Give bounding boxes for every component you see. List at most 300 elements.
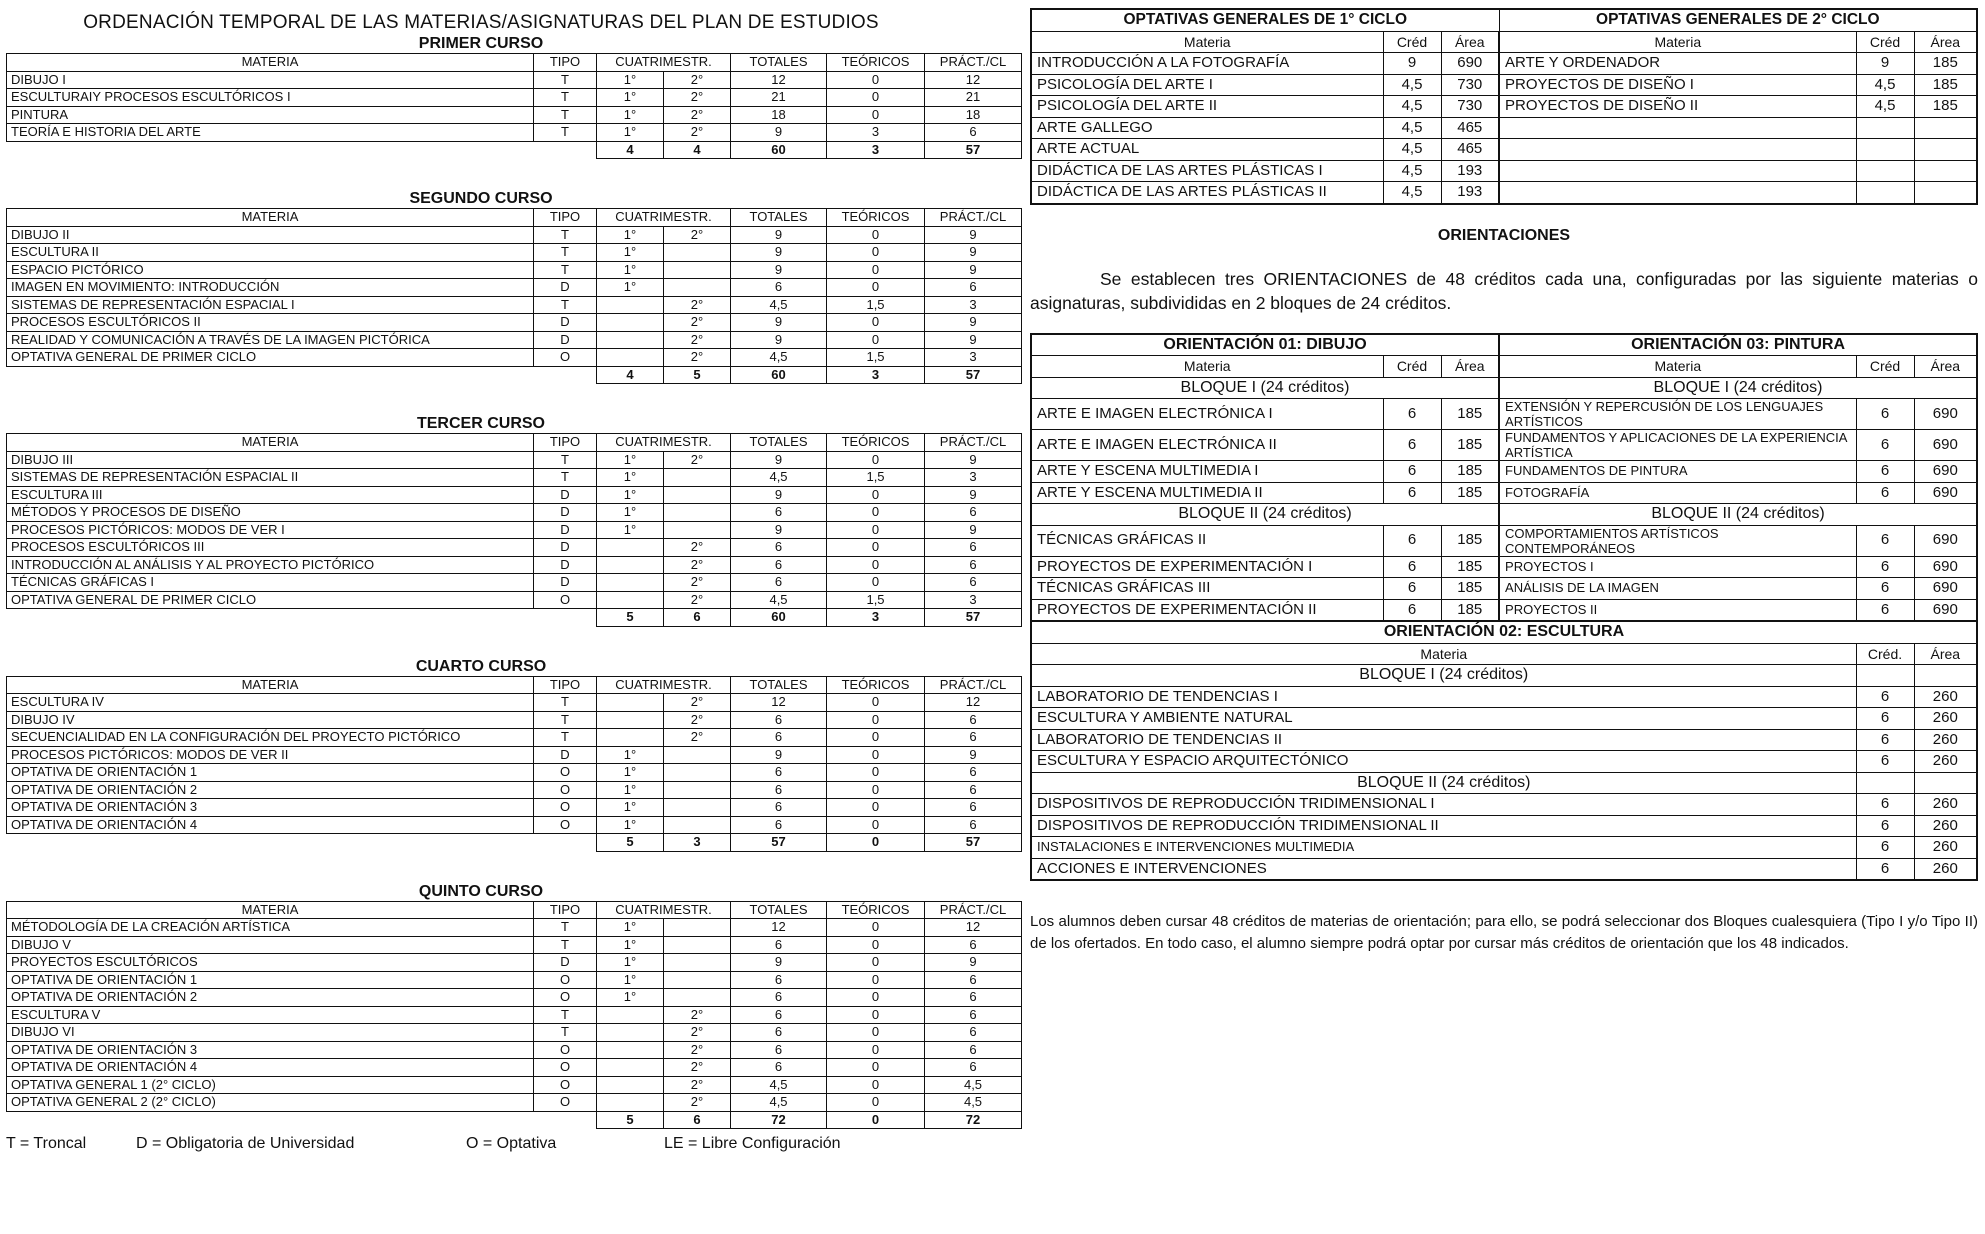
cell: 1° <box>597 781 664 799</box>
cell: T <box>534 469 597 487</box>
total-cell: 0 <box>827 1111 925 1129</box>
total-cell: 3 <box>664 834 731 852</box>
cell: 2° <box>664 574 731 592</box>
cell: 4,5 <box>731 349 827 367</box>
cell: 0 <box>827 746 925 764</box>
cell <box>597 539 664 557</box>
cell: REALIDAD Y COMUNICACIÓN A TRAVÉS DE LA IMAGEN PICTÓRICA <box>7 331 534 349</box>
cell: T <box>534 124 597 142</box>
cred-cell <box>1856 160 1914 182</box>
materia-cell <box>1499 139 1856 161</box>
cell: 4,5 <box>731 1094 827 1112</box>
cred-cell: 6 <box>1856 461 1914 483</box>
plan-estudios-right-column <box>1030 8 1978 955</box>
cell: T <box>534 711 597 729</box>
cred-cell: 6 <box>1856 399 1914 430</box>
area-cell: 260 <box>1914 815 1977 837</box>
cell: 3 <box>925 349 1022 367</box>
cell <box>597 1059 664 1077</box>
cell <box>664 244 731 262</box>
cred-cell: 6 <box>1856 751 1914 773</box>
cell: 0 <box>827 799 925 817</box>
cell: OPTATIVA GENERAL 2 (2° CICLO) <box>7 1094 534 1112</box>
cell: 2° <box>664 71 731 89</box>
cell <box>597 729 664 747</box>
total-cell: 60 <box>731 366 827 384</box>
cell: DIBUJO IV <box>7 711 534 729</box>
cell: 9 <box>925 451 1022 469</box>
cell: 4,5 <box>925 1076 1022 1094</box>
col-tipo: TIPO <box>534 209 597 227</box>
cell: 1° <box>597 971 664 989</box>
col-practicas: PRÁCT./CL <box>925 209 1022 227</box>
total-cell: 5 <box>597 609 664 627</box>
cell: ESCULTURA V <box>7 1006 534 1024</box>
cell: 6 <box>731 1041 827 1059</box>
cell: 6 <box>731 781 827 799</box>
cell: 1° <box>597 124 664 142</box>
course-table-header <box>7 54 1022 72</box>
col-cred: Créd <box>1856 31 1914 53</box>
blank-cell <box>534 834 597 852</box>
cell: 9 <box>925 331 1022 349</box>
materia-cell: FUNDAMENTOS DE PINTURA <box>1499 461 1856 483</box>
area-cell: 193 <box>1441 160 1499 182</box>
table-row <box>7 989 1022 1007</box>
cell: OPTATIVA DE ORIENTACIÓN 4 <box>7 1059 534 1077</box>
cell: IMAGEN EN MOVIMIENTO: INTRODUCCIÓN <box>7 279 534 297</box>
cell <box>664 936 731 954</box>
cell: 1° <box>597 764 664 782</box>
cell: 9 <box>925 244 1022 262</box>
cell: T <box>534 106 597 124</box>
materia-cell: PROYECTOS DE DISEÑO I <box>1499 74 1856 96</box>
materia-cell: ARTE Y ESCENA MULTIMEDIA II <box>1031 482 1383 504</box>
table-row <box>1031 160 1977 182</box>
table-row <box>1031 356 1977 378</box>
col-materia: Materia <box>1031 31 1383 53</box>
cell <box>664 919 731 937</box>
orientacion-03-header: ORIENTACIÓN 03: PINTURA <box>1499 334 1977 356</box>
total-cell: 57 <box>925 366 1022 384</box>
cell: SECUENCIALIDAD EN LA CONFIGURACIÓN DEL PROYECTO PICTÓRICO <box>7 729 534 747</box>
cell: 1,5 <box>827 591 925 609</box>
cell: 0 <box>827 89 925 107</box>
bloque-header: BLOQUE II (24 créditos) <box>1031 504 1499 526</box>
cell: 6 <box>925 816 1022 834</box>
cred-cell: 6 <box>1383 556 1441 578</box>
totals-row <box>7 366 1022 384</box>
cell: 18 <box>925 106 1022 124</box>
table-row <box>7 521 1022 539</box>
table-row <box>1031 858 1977 880</box>
table-row <box>1031 482 1977 504</box>
bloque-header: BLOQUE I (24 créditos) <box>1031 665 1856 687</box>
cell: 9 <box>731 226 827 244</box>
materia-cell: LABORATORIO DE TENDENCIAS II <box>1031 729 1856 751</box>
col-totales: TOTALES <box>731 434 827 452</box>
course-title: TERCER CURSO <box>416 415 545 432</box>
bloque-header: BLOQUE I (24 créditos) <box>1499 377 1977 399</box>
cell: 4,5 <box>731 591 827 609</box>
table-row <box>7 574 1022 592</box>
cell: OPTATIVA GENERAL DE PRIMER CICLO <box>7 591 534 609</box>
cell <box>664 799 731 817</box>
area-cell: 185 <box>1914 74 1977 96</box>
table-row <box>1031 430 1977 461</box>
cred-cell: 4,5 <box>1383 160 1441 182</box>
cell: SISTEMAS DE REPRESENTACIÓN ESPACIAL I <box>7 296 534 314</box>
cell: 2° <box>664 591 731 609</box>
col-materia: MATERIA <box>7 901 534 919</box>
cred-cell: 6 <box>1856 556 1914 578</box>
cell: 6 <box>925 936 1022 954</box>
cell: O <box>534 764 597 782</box>
cell: 6 <box>925 729 1022 747</box>
col-materia: Materia <box>1031 356 1383 378</box>
total-cell: 57 <box>925 834 1022 852</box>
cell <box>597 296 664 314</box>
total-cell: 3 <box>827 141 925 159</box>
cell: 6 <box>925 781 1022 799</box>
materia-cell: DIDÁCTICA DE LAS ARTES PLÁSTICAS II <box>1031 182 1383 204</box>
cred-cell: 4,5 <box>1383 117 1441 139</box>
materia-cell: PROYECTOS II <box>1499 599 1856 621</box>
materia-cell: PSICOLOGÍA DEL ARTE II <box>1031 96 1383 118</box>
table-row <box>1031 53 1977 75</box>
cell <box>597 1076 664 1094</box>
cell: 0 <box>827 539 925 557</box>
cell: 0 <box>827 279 925 297</box>
table-row <box>7 279 1022 297</box>
col-area: Área <box>1914 356 1977 378</box>
materia-cell: PROYECTOS DE EXPERIMENTACIÓN I <box>1031 556 1383 578</box>
area-cell: 260 <box>1914 751 1977 773</box>
cell <box>664 816 731 834</box>
materia-cell: TÉCNICAS GRÁFICAS II <box>1031 525 1383 556</box>
table-row <box>7 1041 1022 1059</box>
table-row <box>1031 686 1977 708</box>
table-row <box>1031 182 1977 204</box>
cred-cell: 6 <box>1856 686 1914 708</box>
cell: 6 <box>925 1041 1022 1059</box>
table-row <box>7 71 1022 89</box>
col-cred: Créd. <box>1856 643 1914 665</box>
table-row <box>1031 665 1977 687</box>
total-cell: 4 <box>597 141 664 159</box>
table-row <box>7 539 1022 557</box>
cell: 9 <box>731 331 827 349</box>
cell: 1° <box>597 89 664 107</box>
col-cuatrimestre: CUATRIMESTR. <box>597 901 731 919</box>
cell: OPTATIVA DE ORIENTACIÓN 2 <box>7 781 534 799</box>
cell: 0 <box>827 1006 925 1024</box>
col-teoricos: TEÓRICOS <box>827 901 925 919</box>
table-row <box>1031 504 1977 526</box>
cell: O <box>534 989 597 1007</box>
cell: 9 <box>731 124 827 142</box>
cell: 2° <box>664 331 731 349</box>
total-cell: 60 <box>731 609 827 627</box>
table-row <box>7 331 1022 349</box>
cell: D <box>534 539 597 557</box>
col-cred: Créd <box>1383 31 1441 53</box>
materia-cell <box>1499 182 1856 204</box>
col-materia: MATERIA <box>7 54 534 72</box>
total-cell: 4 <box>597 366 664 384</box>
cell <box>664 486 731 504</box>
table-row <box>7 124 1022 142</box>
course-gap <box>6 627 956 657</box>
cell: 6 <box>925 1024 1022 1042</box>
cell: 0 <box>827 781 925 799</box>
cell: DIBUJO VI <box>7 1024 534 1042</box>
course-table <box>6 901 1022 1130</box>
cell: 0 <box>827 331 925 349</box>
col-teoricos: TEÓRICOS <box>827 54 925 72</box>
table-row <box>7 694 1022 712</box>
col-teoricos: TEÓRICOS <box>827 209 925 227</box>
totals-row <box>7 834 1022 852</box>
col-totales: TOTALES <box>731 676 827 694</box>
col-area: Área <box>1914 643 1977 665</box>
cell: D <box>534 746 597 764</box>
cell: D <box>534 954 597 972</box>
cell: 6 <box>731 574 827 592</box>
cell: DIBUJO I <box>7 71 534 89</box>
cell: 12 <box>925 694 1022 712</box>
cell: 1° <box>597 919 664 937</box>
cell: 6 <box>731 971 827 989</box>
cell: 0 <box>827 261 925 279</box>
cell: 2° <box>664 1041 731 1059</box>
cell: 0 <box>827 106 925 124</box>
cred-cell: 6 <box>1856 708 1914 730</box>
bloque-header: BLOQUE II (24 créditos) <box>1031 772 1856 794</box>
blank-cell <box>1856 772 1914 794</box>
total-cell: 5 <box>597 834 664 852</box>
cell: D <box>534 504 597 522</box>
cell: 9 <box>925 226 1022 244</box>
cell <box>597 556 664 574</box>
cell: 9 <box>731 954 827 972</box>
materia-cell: ARTE GALLEGO <box>1031 117 1383 139</box>
cell: SISTEMAS DE REPRESENTACIÓN ESPACIAL II <box>7 469 534 487</box>
cell: 0 <box>827 971 925 989</box>
cell: 0 <box>827 919 925 937</box>
cell: O <box>534 349 597 367</box>
cell: 18 <box>731 106 827 124</box>
table-row <box>7 919 1022 937</box>
area-cell <box>1914 160 1977 182</box>
total-cell: 72 <box>731 1111 827 1129</box>
cell <box>664 261 731 279</box>
cell: 2° <box>664 1024 731 1042</box>
area-cell: 465 <box>1441 117 1499 139</box>
table-row <box>7 729 1022 747</box>
cell: T <box>534 451 597 469</box>
cell: 0 <box>827 954 925 972</box>
cell: 0 <box>827 574 925 592</box>
cell: 0 <box>827 244 925 262</box>
table-row <box>7 746 1022 764</box>
cell: DIBUJO III <box>7 451 534 469</box>
area-cell: 193 <box>1441 182 1499 204</box>
cell: 0 <box>827 314 925 332</box>
table-row <box>7 711 1022 729</box>
cell: OPTATIVA GENERAL DE PRIMER CICLO <box>7 349 534 367</box>
cred-cell: 6 <box>1383 599 1441 621</box>
cell: 0 <box>827 451 925 469</box>
cell: 2° <box>664 539 731 557</box>
cell: 0 <box>827 504 925 522</box>
area-cell: 730 <box>1441 74 1499 96</box>
cell: T <box>534 729 597 747</box>
cell: PROCESOS ESCULTÓRICOS III <box>7 539 534 557</box>
table-row <box>1031 578 1977 600</box>
materia-cell: ACCIONES E INTERVENCIONES <box>1031 858 1856 880</box>
course-table <box>6 53 1022 159</box>
cell: 21 <box>925 89 1022 107</box>
cell: 2° <box>664 349 731 367</box>
cell: 9 <box>731 521 827 539</box>
cell <box>597 349 664 367</box>
cell: O <box>534 1059 597 1077</box>
cell: 6 <box>925 711 1022 729</box>
cell: 2° <box>664 451 731 469</box>
materia-cell: PSICOLOGÍA DEL ARTE I <box>1031 74 1383 96</box>
cell: D <box>534 331 597 349</box>
table-row <box>7 106 1022 124</box>
cell: 6 <box>925 504 1022 522</box>
materia-cell: DISPOSITIVOS DE REPRODUCCIÓN TRIDIMENSIONAL I <box>1031 794 1856 816</box>
cell: T <box>534 936 597 954</box>
totals-row <box>7 609 1022 627</box>
cell <box>597 1024 664 1042</box>
cell: 4,5 <box>731 296 827 314</box>
cell: 9 <box>731 261 827 279</box>
materia-cell: ESCULTURA Y ESPACIO ARQUITECTÓNICO <box>1031 751 1856 773</box>
course-title: QUINTO CURSO <box>418 882 544 900</box>
cred-cell: 4,5 <box>1383 182 1441 204</box>
table-row <box>1031 837 1977 859</box>
course-title: SEGUNDO CURSO <box>409 190 553 207</box>
cell: 6 <box>731 989 827 1007</box>
legend-obligatoria: D = Obligatoria de Universidad <box>136 1135 355 1152</box>
cell: T <box>534 244 597 262</box>
table-row <box>7 936 1022 954</box>
cell <box>597 331 664 349</box>
col-area: Área <box>1441 356 1499 378</box>
cell: OPTATIVA DE ORIENTACIÓN 4 <box>7 816 534 834</box>
area-cell <box>1914 182 1977 204</box>
materia-cell: DISPOSITIVOS DE REPRODUCCIÓN TRIDIMENSIONAL II <box>1031 815 1856 837</box>
blank-cell <box>7 366 534 384</box>
cell: O <box>534 971 597 989</box>
cell: D <box>534 486 597 504</box>
blank-cell <box>534 609 597 627</box>
cell <box>597 1006 664 1024</box>
materia-cell: DIDÁCTICA DE LAS ARTES PLÁSTICAS I <box>1031 160 1383 182</box>
cell: 1° <box>597 451 664 469</box>
col-area: Área <box>1914 31 1977 53</box>
optativas-2-ciclo-header: OPTATIVAS GENERALES DE 2° CICLO <box>1499 9 1977 31</box>
course-table <box>6 208 1022 384</box>
cell: OPTATIVA DE ORIENTACIÓN 3 <box>7 1041 534 1059</box>
cell: 0 <box>827 1076 925 1094</box>
table-row <box>1031 794 1977 816</box>
cell: T <box>534 1024 597 1042</box>
total-cell: 0 <box>827 834 925 852</box>
blank-cell <box>534 1111 597 1129</box>
orientaciones-table <box>1030 333 1978 882</box>
cell: PROCESOS PICTÓRICOS: MODOS DE VER I <box>7 521 534 539</box>
table-row <box>7 591 1022 609</box>
cell: 6 <box>925 799 1022 817</box>
cell: 9 <box>731 746 827 764</box>
cred-cell: 6 <box>1383 461 1441 483</box>
total-cell: 6 <box>664 609 731 627</box>
area-cell: 185 <box>1441 525 1499 556</box>
cell: 2° <box>664 106 731 124</box>
area-cell <box>1914 117 1977 139</box>
course-table <box>6 433 1022 627</box>
cell: T <box>534 296 597 314</box>
cell: T <box>534 71 597 89</box>
cell <box>597 574 664 592</box>
area-cell: 690 <box>1914 525 1977 556</box>
materia-cell: ARTE ACTUAL <box>1031 139 1383 161</box>
cell: 6 <box>731 504 827 522</box>
cell: 9 <box>925 954 1022 972</box>
col-materia: MATERIA <box>7 209 534 227</box>
table-row <box>7 781 1022 799</box>
total-cell: 4 <box>664 141 731 159</box>
cell: 12 <box>731 919 827 937</box>
table-row <box>7 954 1022 972</box>
cell: T <box>534 694 597 712</box>
area-cell: 690 <box>1441 53 1499 75</box>
cell: 6 <box>731 279 827 297</box>
cell: TEORÍA E HISTORIA DEL ARTE <box>7 124 534 142</box>
cred-cell: 6 <box>1383 430 1441 461</box>
cell: 0 <box>827 556 925 574</box>
cell: 6 <box>925 1006 1022 1024</box>
cell: 1,5 <box>827 469 925 487</box>
materia-cell <box>1499 117 1856 139</box>
table-row <box>7 1094 1022 1112</box>
table-row <box>1031 621 1977 643</box>
materia-cell: INSTALACIONES E INTERVENCIONES MULTIMEDIA <box>1031 837 1856 859</box>
table-row <box>7 1006 1022 1024</box>
materia-cell: ARTE Y ORDENADOR <box>1499 53 1856 75</box>
table-row <box>1031 599 1977 621</box>
cell: PROCESOS PICTÓRICOS: MODOS DE VER II <box>7 746 534 764</box>
course-title: CUARTO CURSO <box>415 657 547 675</box>
cell: 0 <box>827 521 925 539</box>
table-row <box>1031 399 1977 430</box>
cred-cell: 6 <box>1383 578 1441 600</box>
cell <box>597 1041 664 1059</box>
table-row <box>7 556 1022 574</box>
cell: 6 <box>925 1059 1022 1077</box>
area-cell: 185 <box>1441 599 1499 621</box>
blank-cell <box>1914 772 1977 794</box>
cell: 6 <box>925 124 1022 142</box>
area-cell: 260 <box>1914 837 1977 859</box>
area-cell: 730 <box>1441 96 1499 118</box>
cell: 0 <box>827 989 925 1007</box>
